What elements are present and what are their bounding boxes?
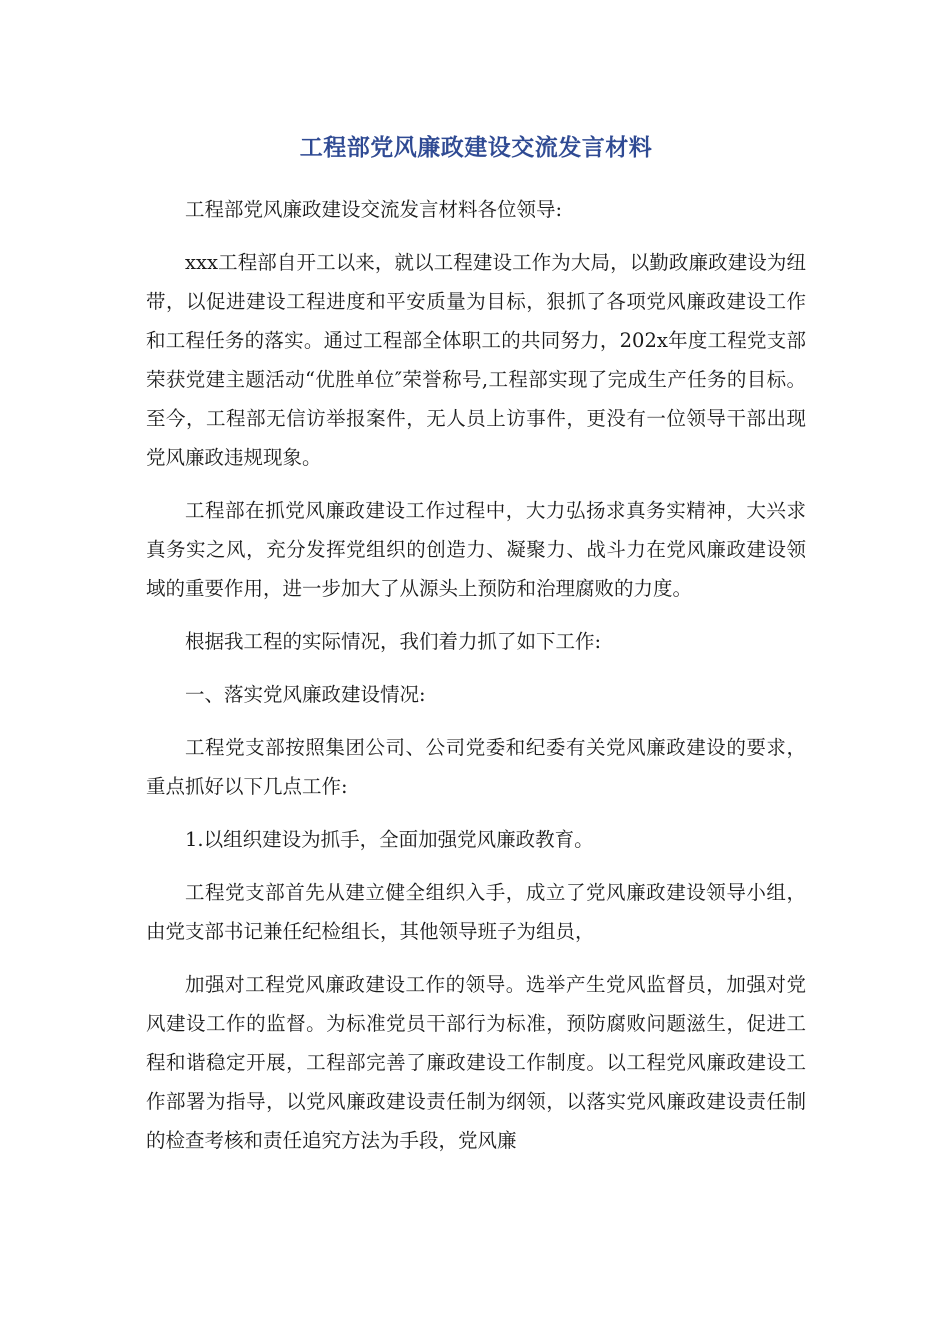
paragraph-approach: 工程部在抓党风廉政建设工作过程中，大力弘扬求真务实精神，大兴求真务实之风，充分发挥党组织的创造力、凝聚力、战斗力在党风廉政建设领域的重要作用，进一步加大了从源头上预防和治理腐败的力度。 — [146, 499, 806, 600]
paragraph-leadership: 加强对工程党风廉政建设工作的领导。选举产生党风监督员，加强对党风建设工作的监督。为标准党员干部行为标准，预防腐败问题滋生，促进工程和谐稳定开展，工程部完善了廉政建设工作制度。以工程党风廉政建设工作部署为指导，以党风廉政建设责任制为纲领，以落实党风廉政建设责任制的检查考核和责任追究方法为手段，党风廉 — [146, 973, 806, 1152]
paragraph-work-overview: 根据我工程的实际情况，我们着力抓了如下工作: — [185, 630, 602, 653]
paragraph-salutation: 工程部党风廉政建设交流发言材料各位领导: — [185, 198, 563, 221]
document-title: 工程部党风廉政建设交流发言材料 — [299, 135, 653, 161]
subheading-1: 1.以组织建设为抓手，全面加强党风廉政教育。 — [185, 828, 594, 851]
paragraph-organization: 工程党支部首先从建立健全组织入手，成立了党风廉政建设领导小组，由党支部书记兼任纪检组长，其他领导班子为组员， — [146, 881, 806, 943]
paragraph-requirements: 工程党支部按照集团公司、公司党委和纪委有关党风廉政建设的要求，重点抓好以下几点工作: — [146, 736, 806, 798]
paragraph-intro: xxx工程部自开工以来，就以工程建设工作为大局，以勤政廉政建设为纽带，以促进建设工程进度和平安质量为目标，狠抓了各项党风廉政建设工作和工程任务的落实。通过工程部全体职工的共同努力，202x年度工程党支部荣获党建主题活动“优胜单位″荣誉称号,工程部实现了完成生产任务的目标。至今，工程部无信访举报案件，无人员上访事件，更没有一位领导干部出现党风廉政违规现象。 — [146, 251, 806, 469]
section-heading-1: 一、落实党风廉政建设情况: — [185, 683, 426, 706]
document-page — [146, 128, 806, 1174]
